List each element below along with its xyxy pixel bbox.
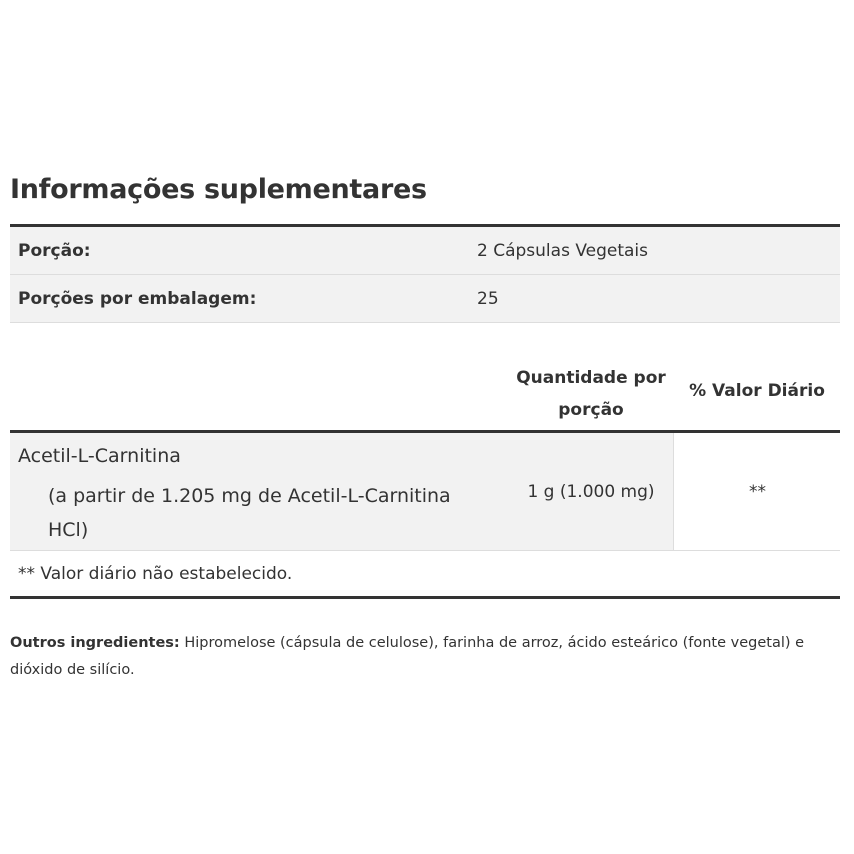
page-title: Informações suplementares xyxy=(10,174,427,205)
ingredient-amount: 1 g (1.000 mg) xyxy=(527,481,655,502)
servings-per-container-value: 25 xyxy=(477,288,499,309)
daily-value-footnote: ** Valor diário não estabelecido. xyxy=(18,563,293,584)
table-row xyxy=(10,433,840,551)
other-ingredients xyxy=(10,630,846,684)
serving-info-table xyxy=(10,224,840,323)
supplement-facts-table xyxy=(10,352,840,599)
ingredient-name: Acetil-L-Carnitina xyxy=(18,445,181,467)
ingredient-dv-cell xyxy=(673,433,841,550)
ingredient-source: (a partir de 1.205 mg de Acetil-L-Carnitina HCl) xyxy=(48,485,451,541)
serving-size-label: Porção: xyxy=(18,240,91,261)
servings-per-container-row xyxy=(10,275,840,323)
facts-table-header xyxy=(10,352,840,433)
serving-size-row xyxy=(10,227,840,275)
amount-per-serving-header: Quantidade por porção xyxy=(516,368,666,420)
servings-per-container-label: Porções por embalagem: xyxy=(18,288,257,309)
ingredient-daily-value: ** xyxy=(749,481,766,502)
footnote-row xyxy=(10,551,840,599)
daily-value-header: % Valor Diário xyxy=(689,381,825,401)
serving-size-value: 2 Cápsulas Vegetais xyxy=(477,240,649,261)
other-ingredients-label: Outros ingredientes: xyxy=(10,635,180,651)
other-ingredients-text: Hipromelose (cápsula de celulose), farinha de arroz, ácido esteárico (fonte vegetal) e dióxido de silício. xyxy=(10,635,805,678)
